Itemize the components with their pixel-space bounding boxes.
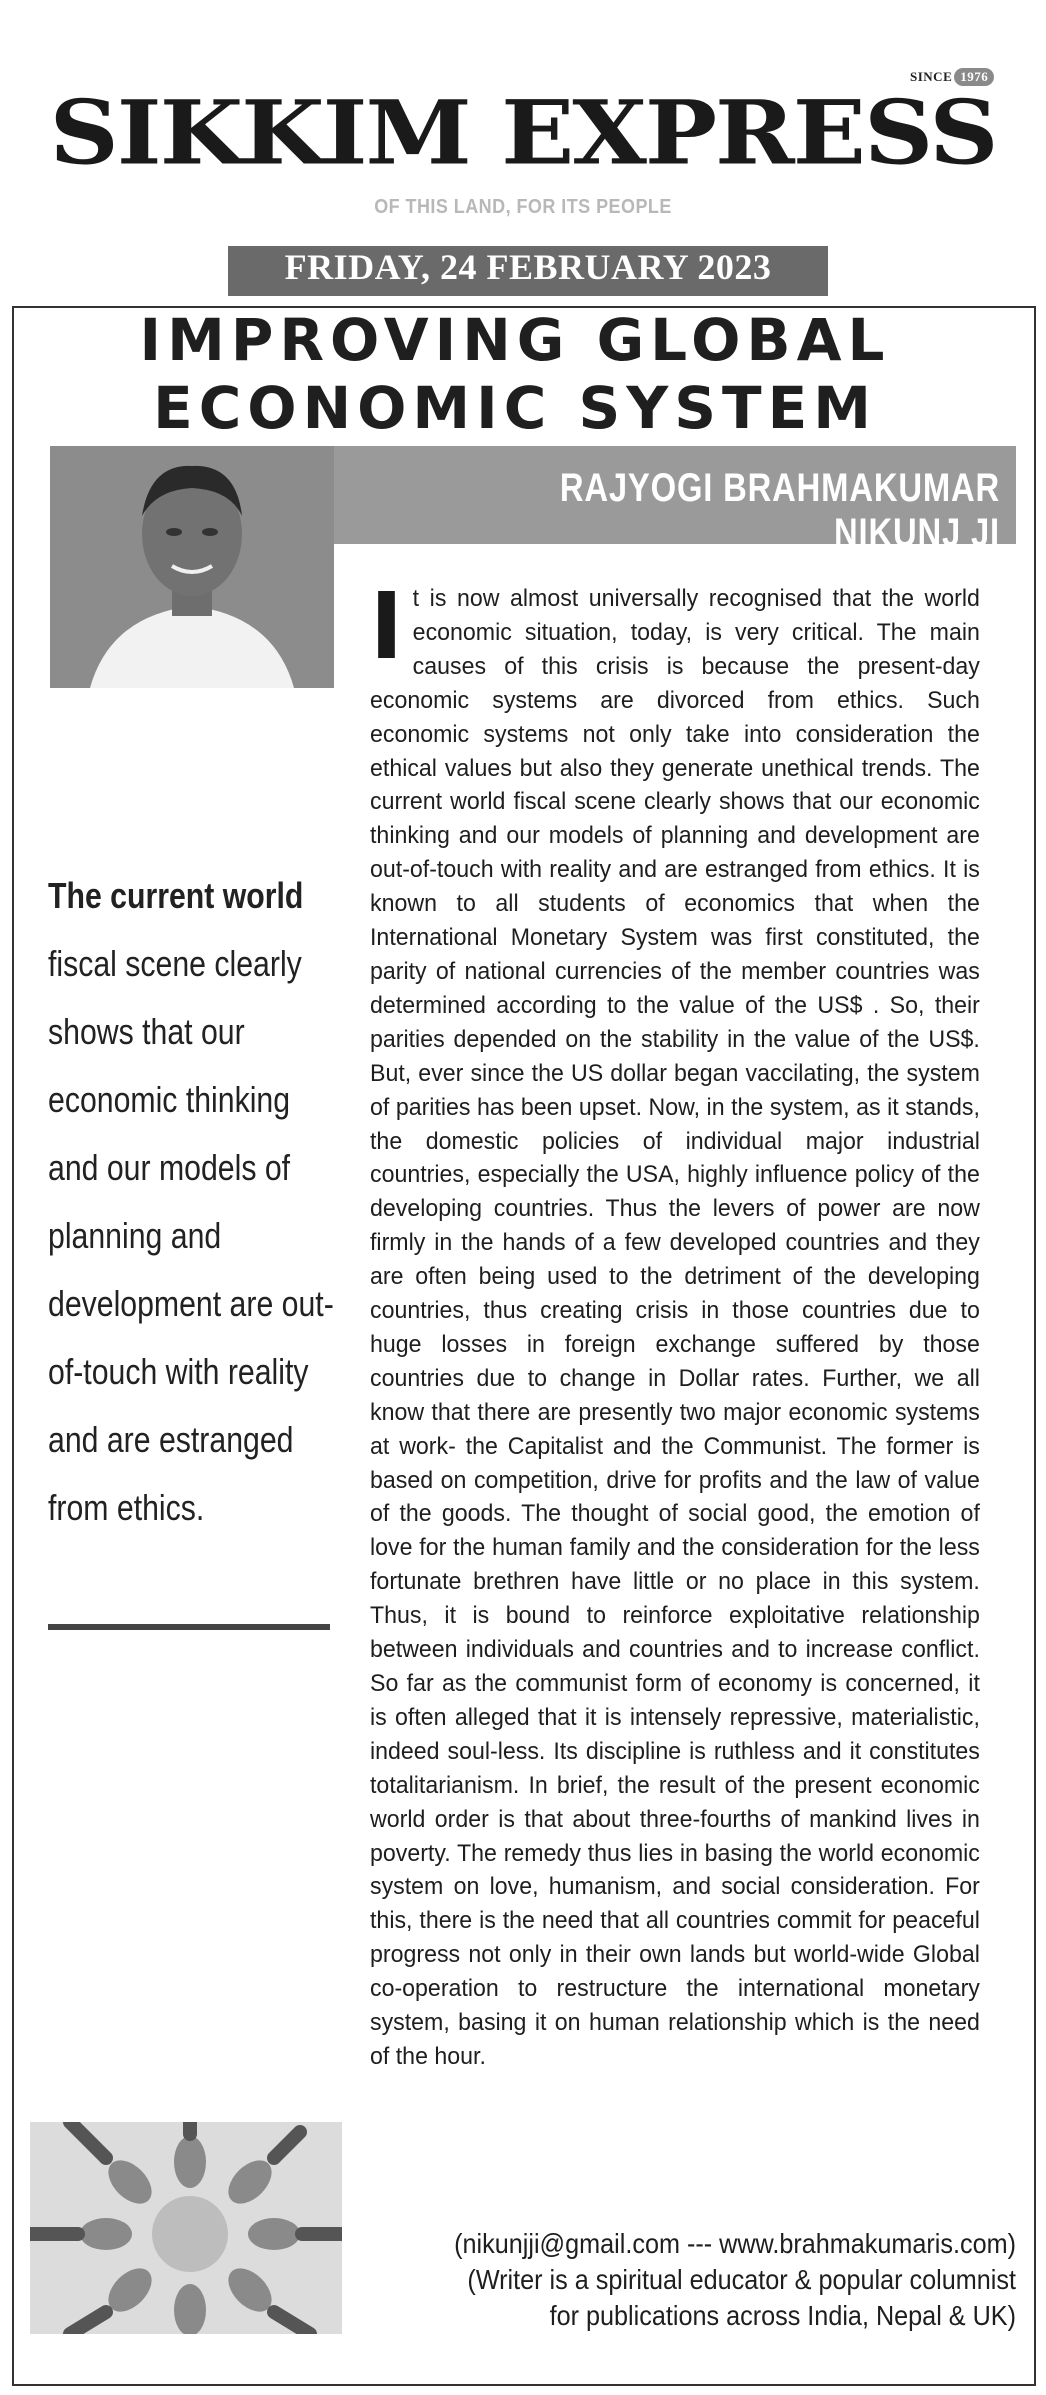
author-portrait-image (50, 446, 334, 688)
article-headline: IMPROVING GLOBAL ECONOMIC SYSTEM (139, 306, 891, 442)
article-footer (408, 2226, 1016, 2334)
hands-globe-image (30, 2122, 342, 2334)
article-body-text: t is now almost universally recognised that the world economic situation, today, is very critical. The main causes of this crisis is because the present-day economic systems are divorced from ethics. Such economic systems not only take into consideration the ethical values but also they generate unethical trends. The current world fiscal scene clearly shows that our economic thinking and our models of planning and development are out-of-touch with reality and are estranged from ethics. It is known to all students of economics that when the International Monetary System was first constituted, the parity of national currencies of the member countries was determined according to the value of the US$ . So, their parities depended on the stability in the value of the US$. But, ever since the US dollar began vaccilating, the system of parities has been upset. Now, in the system, as it stands, the domestic policies of individual major industrial countries, especially the USA, highly influence policy of the developing countries. Thus the levers of power are now firmly in the hands of a few developed countries and they are often being used to the detriment of the developing countries, thus creating crisis in those countries due to huge losses in foreign exchange suffered by those countries due to change in Dollar rates. Further, we all know that there are presently two major economic systems at work- the Capitalist and the Communist. The former is based on competition, drive for profits and the law of value of the goods. The thought of social good, the emotion of love for the human family and the consideration for the less fortunate brethren have little or no place in this system. Thus, it is bound to reinforce exploitative relationship between individuals and countries and to increase conflict. So far as the communist form of economy is concerned, it is often alleged that it is intensely repressive, materialistic, indeed soul-less. Its discipline is ruthless and it constitutes totalitarianism. In brief, the result of the present economic world order is that about three-fourths of mankind lives in poverty. The remedy thus lies in basing the world economic system on love, humanism, and social consideration. For this, there is the need that all countries commit for peaceful progress not only in their own lands but world-wide Global co-operation to restructure the international monetary system, basing it on human relationship which is the need of the hour. (370, 585, 980, 2070)
pull-quote-rule (48, 1624, 330, 1630)
newspaper-tagline: OF THIS LAND, FOR ITS PEOPLE (374, 196, 672, 218)
publication-date: FRIDAY, 24 FEBRUARY 2023 (228, 246, 828, 296)
masthead (0, 0, 1046, 300)
drop-cap: I (370, 573, 404, 680)
author-bio-line-1: (Writer is a spiritual educator & popular columnist (467, 2264, 1016, 2295)
author-name: RAJYOGI BRAHMAKUMAR NIKUNJ JI (559, 466, 1000, 555)
author-contact: (nikunjji@gmail.com --- www.brahmakumaris.com) (454, 2228, 1016, 2259)
pull-quote-text: fiscal scene clearly shows that our economic thinking and our models of planning and development are out-of-touch with reality and are estranged from ethics. (48, 943, 334, 1528)
author-bio-line-2: for publications across India, Nepal & UK) (549, 2300, 1016, 2331)
since-badge: SINCE 1976 (910, 68, 994, 86)
pull-quote-lead: The current world (48, 875, 304, 916)
newspaper-name: SIKKIM EXPRESS (49, 80, 997, 185)
pull-quote (48, 862, 339, 1542)
article-body (370, 573, 980, 2074)
